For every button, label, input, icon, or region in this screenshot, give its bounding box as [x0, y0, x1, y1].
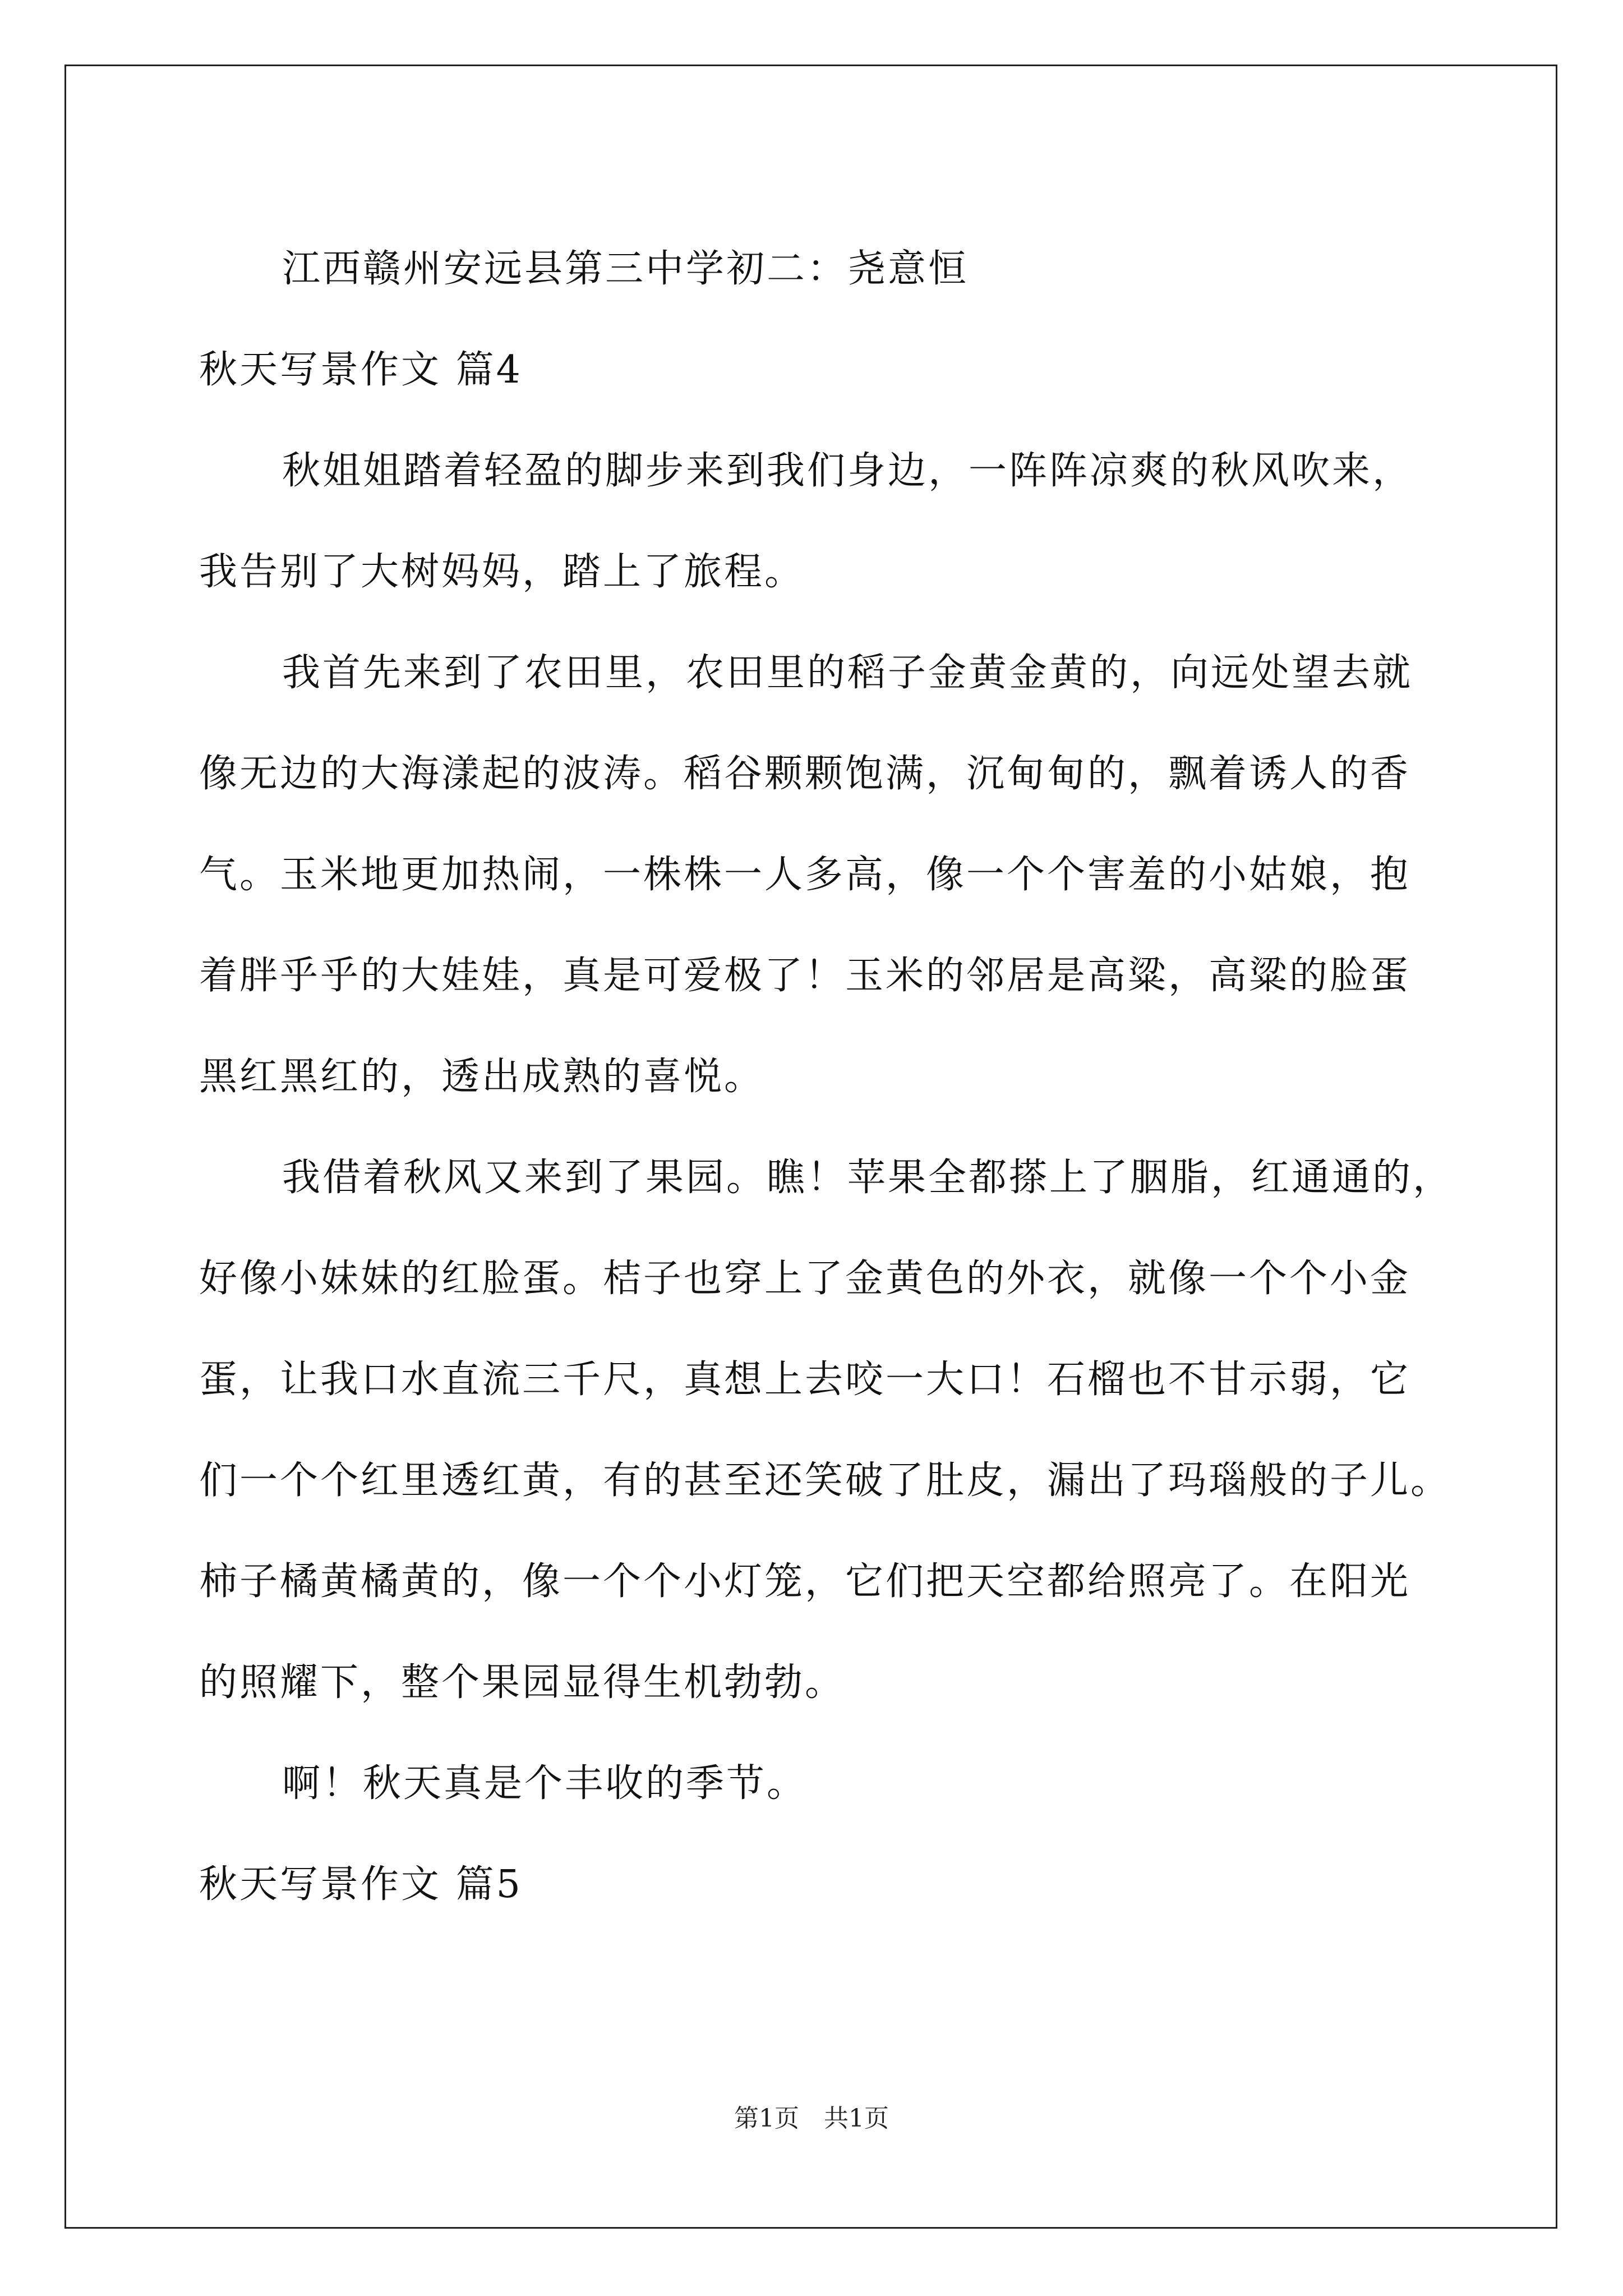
- paragraph-3-line-2: 好像小妹妹的红脸蛋。桔子也穿上了金黄色的外衣，就像一个个小金: [199, 1257, 1411, 1301]
- document-body: [199, 219, 1454, 1935]
- paragraph-1-line-2: 我告别了大树妈妈，踏上了旅程。: [199, 550, 805, 594]
- paragraph-2-line-1: 我首先来到了农田里，农田里的稻子金黄金黄的，向远处望去就: [282, 651, 1413, 695]
- author-byline: 江西赣州安远县第三中学初二：尧意恒: [282, 247, 969, 291]
- paragraph-2-line-5: 黑红黑红的，透出成熟的喜悦。: [199, 1055, 765, 1099]
- paragraph-3-line-4: 们一个个红里透红黄，有的甚至还笑破了肚皮，漏出了玛瑙般的子儿。: [199, 1458, 1451, 1503]
- page-footer: 第1页 共1页: [734, 2104, 889, 2133]
- paragraph-3-line-1: 我借着秋风又来到了果园。瞧！苹果全都搽上了胭脂，红通通的，: [282, 1156, 1454, 1200]
- paragraph-3-line-6: 的照耀下，整个果园显得生机勃勃。: [199, 1660, 846, 1705]
- section-title-4: 秋天写景作文 篇4: [199, 348, 523, 392]
- paragraph-2-line-3: 气。玉米地更加热闹，一株株一人多高，像一个个害羞的小姑娘，抱: [199, 853, 1411, 897]
- paragraph-3-line-5: 柿子橘黄橘黄的，像一个个小灯笼，它们把天空都给照亮了。在阳光: [199, 1559, 1411, 1604]
- paragraph-2-line-2: 像无边的大海漾起的波涛。稻谷颗颗饱满，沉甸甸的，飘着诱人的香: [199, 752, 1411, 796]
- paragraph-3-line-3: 蛋，让我口水直流三千尺，真想上去咬一大口！石榴也不甘示弱，它: [199, 1358, 1411, 1402]
- paragraph-4-line-1: 啊！秋天真是个丰收的季节。: [282, 1761, 808, 1806]
- paragraph-1-line-1: 秋姐姐踏着轻盈的脚步来到我们身边，一阵阵凉爽的秋风吹来，: [282, 449, 1413, 493]
- section-title-5: 秋天写景作文 篇5: [199, 1862, 523, 1907]
- paragraph-2-line-4: 着胖乎乎的大娃娃，真是可爱极了！玉米的邻居是高粱，高粱的脸蛋: [199, 954, 1411, 998]
